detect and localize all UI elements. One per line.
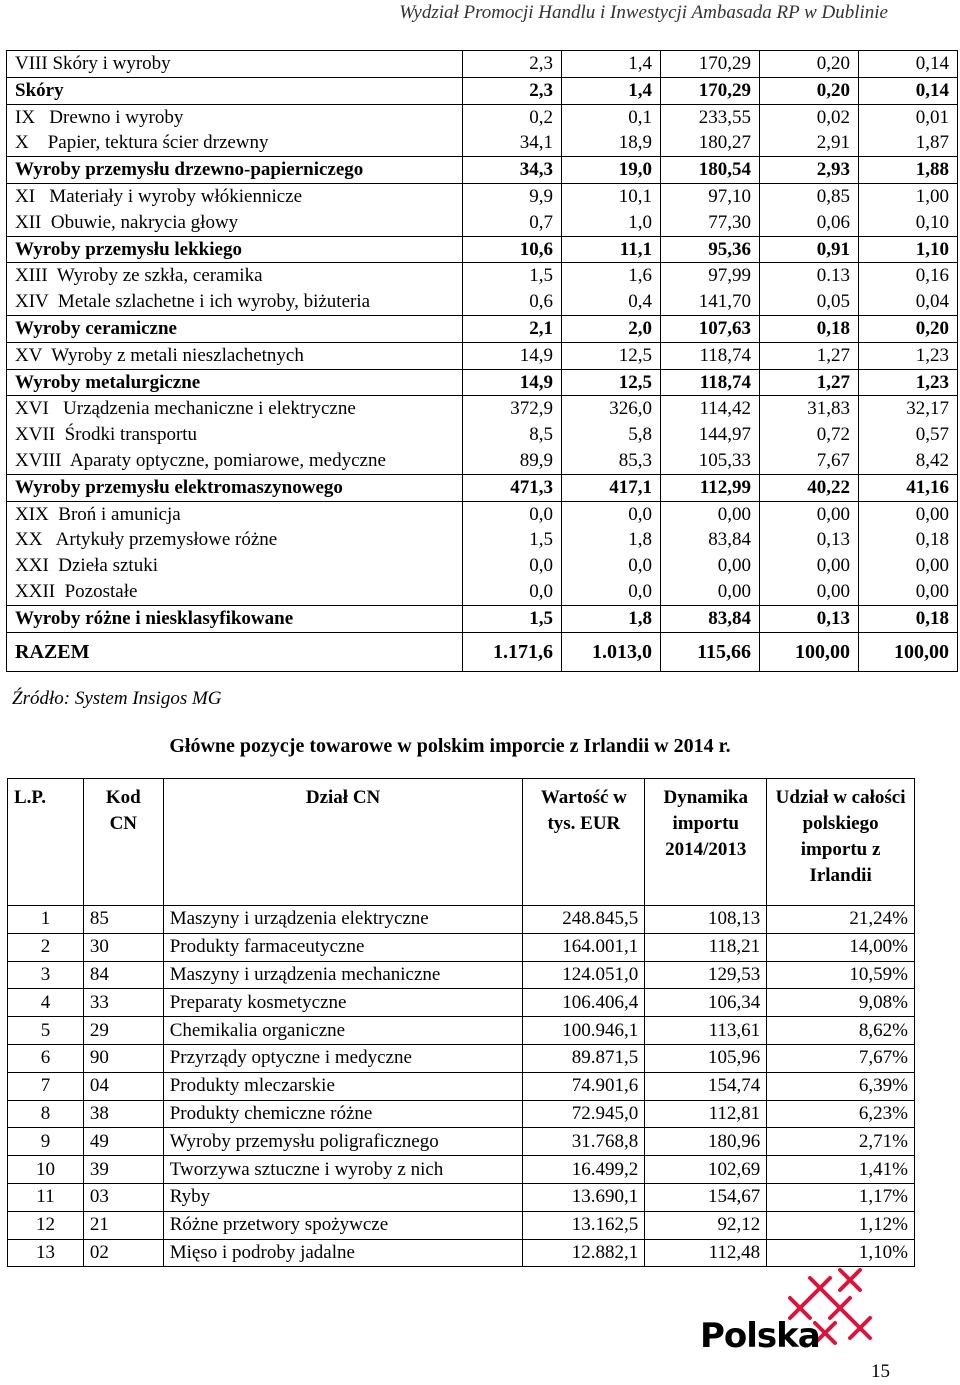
- table-cell: 105,96: [645, 1044, 767, 1072]
- value-cell: 144,97: [661, 422, 760, 448]
- column-header: Dynamika importu 2014/2013: [645, 779, 767, 906]
- value-cell: 89,9: [463, 448, 562, 474]
- row-label: XVI Urządzenia mechaniczne i elektryczne: [7, 396, 463, 422]
- value-cell: 0,1: [562, 104, 661, 130]
- table-row: [7, 579, 958, 605]
- value-cell: 0,72: [760, 422, 859, 448]
- value-cell: 0.13: [760, 263, 859, 289]
- table-cell: 02: [83, 1239, 163, 1267]
- value-cell: 0,6: [463, 289, 562, 315]
- value-cell: 0,4: [562, 289, 661, 315]
- page-number: 15: [871, 1361, 890, 1382]
- value-cell: 1,23: [859, 369, 958, 396]
- value-cell: 0,0: [562, 579, 661, 605]
- value-cell: 0,20: [859, 315, 958, 342]
- value-cell: 0,18: [760, 315, 859, 342]
- table-cell: 92,12: [645, 1211, 767, 1239]
- value-cell: 1,23: [859, 342, 958, 369]
- table-cell: 8,62%: [767, 1017, 915, 1045]
- row-label: Wyroby metalurgiczne: [7, 369, 463, 396]
- value-cell: 0,18: [859, 605, 958, 632]
- row-label: XX Artykuły przemysłowe różne: [7, 527, 463, 553]
- value-cell: 0,7: [463, 210, 562, 236]
- table-cell: 154,67: [645, 1183, 767, 1211]
- value-cell: 372,9: [463, 396, 562, 422]
- table-cell: 112,81: [645, 1100, 767, 1128]
- value-cell: 0,06: [760, 210, 859, 236]
- value-cell: 0,00: [760, 579, 859, 605]
- value-cell: 0,16: [859, 263, 958, 289]
- value-cell: 0,00: [661, 579, 760, 605]
- table-cell: 38: [83, 1100, 163, 1128]
- row-label: Wyroby różne i niesklasyfikowane: [7, 605, 463, 632]
- table-cell: 04: [83, 1072, 163, 1100]
- value-cell: 2,3: [463, 77, 562, 104]
- row-label: XIX Broń i amunicja: [7, 501, 463, 527]
- source-note: Źródło: System Insigos MG: [12, 688, 222, 709]
- value-cell: 0,0: [463, 553, 562, 579]
- value-cell: 180,27: [661, 130, 760, 156]
- table-cell: Produkty mleczarskie: [163, 1072, 523, 1100]
- value-cell: 1,5: [463, 605, 562, 632]
- table-row: [7, 501, 958, 527]
- value-cell: 40,22: [760, 474, 859, 501]
- table-cell: 13.162,5: [523, 1211, 645, 1239]
- value-cell: 8,5: [463, 422, 562, 448]
- table-cell: 1,12%: [767, 1211, 915, 1239]
- table-row: [7, 422, 958, 448]
- value-cell: 2,0: [562, 315, 661, 342]
- table-cell: 10,59%: [767, 961, 915, 989]
- table-cell: 89.871,5: [523, 1044, 645, 1072]
- value-cell: 170,29: [661, 77, 760, 104]
- table-row: [7, 289, 958, 315]
- value-cell: 1,88: [859, 157, 958, 184]
- row-label: IX Drewno i wyroby: [7, 104, 463, 130]
- table-cell: 7: [8, 1072, 84, 1100]
- value-cell: 1,87: [859, 130, 958, 156]
- table-row: [8, 1211, 915, 1239]
- table-cell: 9: [8, 1128, 84, 1156]
- page-header: Wydział Promocji Handlu i Inwestycji Ambasada RP w Dublinie: [399, 2, 888, 23]
- value-cell: 9,9: [463, 183, 562, 209]
- value-cell: 31,83: [760, 396, 859, 422]
- value-cell: 0,00: [859, 579, 958, 605]
- table-row: [7, 527, 958, 553]
- value-cell: 2,1: [463, 315, 562, 342]
- value-cell: 83,84: [661, 527, 760, 553]
- value-cell: 326,0: [562, 396, 661, 422]
- table-row: [7, 130, 958, 156]
- total-value-cell: 100,00: [760, 632, 859, 671]
- subtotal-row: [7, 605, 958, 632]
- total-label: RAZEM: [7, 632, 463, 671]
- value-cell: 97,99: [661, 263, 760, 289]
- table-cell: 102,69: [645, 1156, 767, 1184]
- value-cell: 14,9: [463, 342, 562, 369]
- polska-logo: [700, 1268, 880, 1358]
- value-cell: 1,8: [562, 605, 661, 632]
- table-cell: 12.882,1: [523, 1239, 645, 1267]
- row-label: Wyroby ceramiczne: [7, 315, 463, 342]
- table-cell: Wyroby przemysłu poligraficznego: [163, 1128, 523, 1156]
- value-cell: 0,57: [859, 422, 958, 448]
- table-cell: 85: [83, 906, 163, 934]
- table-cell: 90: [83, 1044, 163, 1072]
- table-cell: 106.406,4: [523, 989, 645, 1017]
- value-cell: 1,00: [859, 183, 958, 209]
- table-cell: 2,71%: [767, 1128, 915, 1156]
- table-cell: 12: [8, 1211, 84, 1239]
- column-header: Kod CN: [83, 779, 163, 906]
- value-cell: 0,0: [463, 501, 562, 527]
- table-cell: 124.051,0: [523, 961, 645, 989]
- row-label: XIII Wyroby ze szkła, ceramika: [7, 263, 463, 289]
- table-row: [8, 1017, 915, 1045]
- table-cell: 9,08%: [767, 989, 915, 1017]
- value-cell: 105,33: [661, 448, 760, 474]
- table-row: [8, 961, 915, 989]
- value-cell: 0,20: [760, 77, 859, 104]
- value-cell: 0,00: [760, 553, 859, 579]
- value-cell: 5,8: [562, 422, 661, 448]
- table-row: [8, 1044, 915, 1072]
- table-cell: 248.845,5: [523, 906, 645, 934]
- table-cell: Maszyny i urządzenia mechaniczne: [163, 961, 523, 989]
- table-cell: 154,74: [645, 1072, 767, 1100]
- value-cell: 0,00: [661, 501, 760, 527]
- value-cell: 12,5: [562, 369, 661, 396]
- subtotal-row: [7, 474, 958, 501]
- table-row: [7, 448, 958, 474]
- value-cell: 1,0: [562, 210, 661, 236]
- table-cell: 113,61: [645, 1017, 767, 1045]
- value-cell: 1,8: [562, 527, 661, 553]
- subtotal-row: [7, 77, 958, 104]
- value-cell: 180,54: [661, 157, 760, 184]
- value-cell: 14,9: [463, 369, 562, 396]
- table-cell: Maszyny i urządzenia elektryczne: [163, 906, 523, 934]
- value-cell: 1,4: [562, 77, 661, 104]
- table-cell: 6,39%: [767, 1072, 915, 1100]
- table-cell: Chemikalia organiczne: [163, 1017, 523, 1045]
- table-cell: Przyrządy optyczne i medyczne: [163, 1044, 523, 1072]
- column-header: Dział CN: [163, 779, 523, 906]
- table-cell: 6: [8, 1044, 84, 1072]
- table-cell: 8: [8, 1100, 84, 1128]
- value-cell: 83,84: [661, 605, 760, 632]
- total-value-cell: 1.171,6: [463, 632, 562, 671]
- subtotal-row: [7, 157, 958, 184]
- table-cell: Różne przetwory spożywcze: [163, 1211, 523, 1239]
- value-cell: 32,17: [859, 396, 958, 422]
- row-label: VIII Skóry i wyroby: [7, 51, 463, 78]
- row-label: XVIII Aparaty optyczne, pomiarowe, medyczne: [7, 448, 463, 474]
- table-cell: 7,67%: [767, 1044, 915, 1072]
- value-cell: 0,13: [760, 527, 859, 553]
- table-cell: 84: [83, 961, 163, 989]
- value-cell: 233,55: [661, 104, 760, 130]
- value-cell: 0,00: [661, 553, 760, 579]
- value-cell: 1,27: [760, 369, 859, 396]
- value-cell: 1,27: [760, 342, 859, 369]
- polska-logo-wordmark: Polska: [700, 1316, 820, 1356]
- row-label: XIV Metale szlachetne i ich wyroby, biżuteria: [7, 289, 463, 315]
- table-row: [7, 51, 958, 78]
- table-cell: 118,21: [645, 933, 767, 961]
- table-cell: 129,53: [645, 961, 767, 989]
- value-cell: 0,18: [859, 527, 958, 553]
- table-cell: Produkty farmaceutyczne: [163, 933, 523, 961]
- value-cell: 11,1: [562, 236, 661, 263]
- table-cell: 74.901,6: [523, 1072, 645, 1100]
- table-cell: 21: [83, 1211, 163, 1239]
- commodity-sections-table: [6, 50, 958, 672]
- value-cell: 0,04: [859, 289, 958, 315]
- value-cell: 2,91: [760, 130, 859, 156]
- total-value-cell: 115,66: [661, 632, 760, 671]
- table-cell: Produkty chemiczne różne: [163, 1100, 523, 1128]
- table-row: [7, 104, 958, 130]
- total-value-cell: 1.013,0: [562, 632, 661, 671]
- table-cell: 30: [83, 933, 163, 961]
- row-label: X Papier, tektura ścier drzewny: [7, 130, 463, 156]
- table-cell: 108,13: [645, 906, 767, 934]
- value-cell: 0,14: [859, 77, 958, 104]
- row-label: Wyroby przemysłu drzewno-papierniczego: [7, 157, 463, 184]
- table-row: [7, 553, 958, 579]
- table-cell: 16.499,2: [523, 1156, 645, 1184]
- value-cell: 118,74: [661, 369, 760, 396]
- value-cell: 170,29: [661, 51, 760, 78]
- value-cell: 0,00: [760, 501, 859, 527]
- table-row: [7, 263, 958, 289]
- row-label: XV Wyroby z metali nieszlachetnych: [7, 342, 463, 369]
- row-label: Wyroby przemysłu lekkiego: [7, 236, 463, 263]
- top-imports-table: [7, 778, 915, 1267]
- table-cell: Mięso i podroby jadalne: [163, 1239, 523, 1267]
- value-cell: 10,6: [463, 236, 562, 263]
- value-cell: 141,70: [661, 289, 760, 315]
- value-cell: 41,16: [859, 474, 958, 501]
- table-cell: 106,34: [645, 989, 767, 1017]
- table-row: [7, 396, 958, 422]
- value-cell: 8,42: [859, 448, 958, 474]
- table-row: [7, 342, 958, 369]
- table-row: [8, 989, 915, 1017]
- table-row: [8, 1128, 915, 1156]
- row-label: XVII Środki transportu: [7, 422, 463, 448]
- table-cell: 100.946,1: [523, 1017, 645, 1045]
- table-cell: 1,17%: [767, 1183, 915, 1211]
- value-cell: 2,3: [463, 51, 562, 78]
- table-cell: 21,24%: [767, 906, 915, 934]
- row-label: Skóry: [7, 77, 463, 104]
- value-cell: 118,74: [661, 342, 760, 369]
- table-row: [8, 906, 915, 934]
- value-cell: 0,14: [859, 51, 958, 78]
- table-cell: 13: [8, 1239, 84, 1267]
- row-label: XXII Pozostałe: [7, 579, 463, 605]
- value-cell: 0,0: [562, 553, 661, 579]
- table-cell: 49: [83, 1128, 163, 1156]
- table-cell: 164.001,1: [523, 933, 645, 961]
- table2-title: Główne pozycje towarowe w polskim imporcie z Irlandii w 2014 r.: [169, 735, 731, 757]
- table-cell: Ryby: [163, 1183, 523, 1211]
- value-cell: 0,91: [760, 236, 859, 263]
- value-cell: 1,5: [463, 263, 562, 289]
- table-cell: 6,23%: [767, 1100, 915, 1128]
- table-cell: 72.945,0: [523, 1100, 645, 1128]
- table-cell: 13.690,1: [523, 1183, 645, 1211]
- value-cell: 0,0: [463, 579, 562, 605]
- value-cell: 34,3: [463, 157, 562, 184]
- value-cell: 107,63: [661, 315, 760, 342]
- value-cell: 0,05: [760, 289, 859, 315]
- value-cell: 1,4: [562, 51, 661, 78]
- table-cell: 03: [83, 1183, 163, 1211]
- table-row: [7, 183, 958, 209]
- value-cell: 1,10: [859, 236, 958, 263]
- value-cell: 2,93: [760, 157, 859, 184]
- row-label: XXI Dzieła sztuki: [7, 553, 463, 579]
- table-row: [8, 1183, 915, 1211]
- value-cell: 77,30: [661, 210, 760, 236]
- value-cell: 0,13: [760, 605, 859, 632]
- table-cell: Tworzywa sztuczne i wyroby z nich: [163, 1156, 523, 1184]
- value-cell: 112,99: [661, 474, 760, 501]
- table-cell: 1: [8, 906, 84, 934]
- value-cell: 0,0: [562, 501, 661, 527]
- value-cell: 114,42: [661, 396, 760, 422]
- table-cell: 1,10%: [767, 1239, 915, 1267]
- table-cell: Preparaty kosmetyczne: [163, 989, 523, 1017]
- value-cell: 1,5: [463, 527, 562, 553]
- value-cell: 95,36: [661, 236, 760, 263]
- value-cell: 97,10: [661, 183, 760, 209]
- value-cell: 0,02: [760, 104, 859, 130]
- value-cell: 0,85: [760, 183, 859, 209]
- value-cell: 0,20: [760, 51, 859, 78]
- column-header: Wartość w tys. EUR: [523, 779, 645, 906]
- table-cell: 29: [83, 1017, 163, 1045]
- table-row: [7, 210, 958, 236]
- value-cell: 10,1: [562, 183, 661, 209]
- table-cell: 31.768,8: [523, 1128, 645, 1156]
- total-row: [7, 632, 958, 671]
- table-cell: 33: [83, 989, 163, 1017]
- subtotal-row: [7, 315, 958, 342]
- value-cell: 12,5: [562, 342, 661, 369]
- table-cell: 2: [8, 933, 84, 961]
- table-cell: 11: [8, 1183, 84, 1211]
- value-cell: 19,0: [562, 157, 661, 184]
- table-row: [8, 1072, 915, 1100]
- table-cell: 180,96: [645, 1128, 767, 1156]
- table-cell: 112,48: [645, 1239, 767, 1267]
- value-cell: 0,10: [859, 210, 958, 236]
- table-cell: 1,41%: [767, 1156, 915, 1184]
- value-cell: 0,00: [859, 553, 958, 579]
- value-cell: 7,67: [760, 448, 859, 474]
- subtotal-row: [7, 369, 958, 396]
- value-cell: 0,2: [463, 104, 562, 130]
- column-header: Udział w całości polskiego importu z Irlandii: [767, 779, 915, 906]
- value-cell: 471,3: [463, 474, 562, 501]
- value-cell: 18,9: [562, 130, 661, 156]
- subtotal-row: [7, 236, 958, 263]
- row-label: XII Obuwie, nakrycia głowy: [7, 210, 463, 236]
- value-cell: 0,01: [859, 104, 958, 130]
- table-row: [8, 1239, 915, 1267]
- table-cell: 14,00%: [767, 933, 915, 961]
- value-cell: 417,1: [562, 474, 661, 501]
- row-label: Wyroby przemysłu elektromaszynowego: [7, 474, 463, 501]
- value-cell: 0,00: [859, 501, 958, 527]
- table-row: [8, 1100, 915, 1128]
- table-cell: 4: [8, 989, 84, 1017]
- table-cell: 3: [8, 961, 84, 989]
- value-cell: 85,3: [562, 448, 661, 474]
- table-cell: 5: [8, 1017, 84, 1045]
- table-cell: 10: [8, 1156, 84, 1184]
- value-cell: 34,1: [463, 130, 562, 156]
- table-cell: 39: [83, 1156, 163, 1184]
- row-label: XI Materiały i wyroby włókiennicze: [7, 183, 463, 209]
- table-row: [8, 933, 915, 961]
- total-value-cell: 100,00: [859, 632, 958, 671]
- value-cell: 1,6: [562, 263, 661, 289]
- column-header: L.P.: [8, 779, 84, 906]
- table-row: [8, 1156, 915, 1184]
